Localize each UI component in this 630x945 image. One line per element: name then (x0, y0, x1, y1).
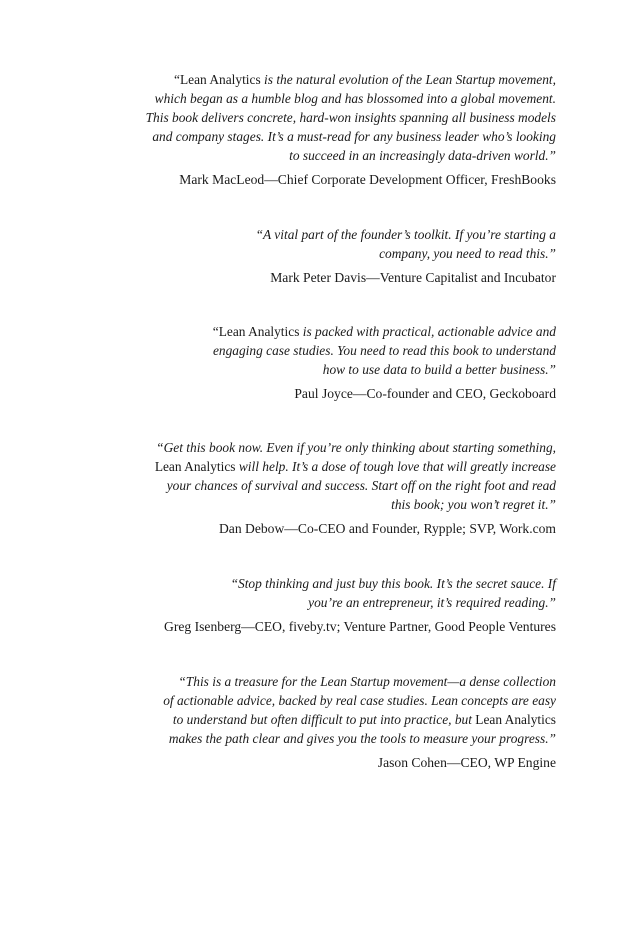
quote-line (155, 457, 556, 476)
blurb-debow (155, 438, 556, 538)
quote-text: this book; you won’t regret it.” (391, 497, 556, 512)
quote-line (163, 729, 556, 748)
blurb-attribution: Jason Cohen—CEO, WP Engine (377, 755, 556, 770)
quote-text: company, you need to read this.” (379, 246, 556, 261)
blurb-davis (256, 225, 556, 287)
quote-line (155, 476, 556, 495)
book-title-text: “Lean Analytics (212, 324, 300, 339)
quote-text: of actionable advice, backed by real case studies. Lean concepts are easy (163, 693, 556, 708)
blurb-quote (155, 438, 556, 514)
quote-text: you’re an entrepreneur, it’s required reading.” (308, 595, 556, 610)
blurb-quote (256, 225, 556, 263)
blurb-macleod (146, 70, 556, 189)
quote-text: to understand but often difficult to put into practice, but (172, 712, 472, 727)
blurb-attribution: Mark MacLeod—Chief Corporate Development Officer, FreshBooks (179, 172, 556, 187)
quote-line (164, 593, 556, 612)
quote-text: “Get this book now. Even if you’re only thinking about starting something, (156, 440, 556, 455)
quote-text: This book delivers concrete, hard-won insights spanning all business models (145, 110, 556, 125)
book-title-text: “Lean Analytics (174, 72, 261, 87)
blurb-quote (163, 672, 556, 748)
quote-text: which began as a humble blog and has blossomed into a global movement. (154, 91, 556, 106)
quote-line (213, 360, 556, 379)
book-title-text: Lean Analytics (471, 712, 556, 727)
quote-line (146, 146, 556, 165)
quote-line (163, 691, 556, 710)
quote-text: engaging case studies. You need to read this book to understand (212, 343, 556, 358)
quote-line (146, 108, 556, 127)
quote-line (155, 495, 556, 514)
quote-line (164, 574, 556, 593)
quote-line (256, 244, 556, 263)
blurb-quote (146, 70, 556, 165)
quote-text: makes the path clear and gives you the tools to measure your progress.” (168, 731, 556, 746)
quote-line (146, 89, 556, 108)
blurb-quote (213, 322, 556, 379)
quote-text: how to use data to build a better business.” (322, 362, 556, 377)
quote-line (163, 672, 556, 691)
quote-line (146, 70, 556, 89)
quote-line (213, 341, 556, 360)
quote-line (213, 322, 556, 341)
blurb-attribution: Paul Joyce—Co-founder and CEO, Geckoboard (294, 386, 556, 401)
book-title-text: Lean Analytics (154, 459, 236, 474)
blurb-quote (164, 574, 556, 612)
quote-line (155, 438, 556, 457)
quote-text: and company stages. It’s a must-read for any business leader who’s looking (152, 129, 556, 144)
quote-text: will help. It’s a dose of tough love that will greatly increase (235, 459, 556, 474)
quote-text: to succeed in an increasingly data-driven world.” (289, 148, 556, 163)
blurb-attribution: Mark Peter Davis—Venture Capitalist and Incubator (270, 270, 556, 285)
quote-text: your chances of survival and success. Start off on the right foot and read (166, 478, 556, 493)
blurb-cohen (163, 672, 556, 772)
quote-line (163, 710, 556, 729)
quote-text: “This is a treasure for the Lean Startup movement—a dense collection (178, 674, 556, 689)
quote-text: “A vital part of the founder’s toolkit. If you’re starting a (255, 227, 556, 242)
quote-text: “Stop thinking and just buy this book. It’s the secret sauce. If (230, 576, 556, 591)
blurb-attribution: Greg Isenberg—CEO, fiveby.tv; Venture Partner, Good People Ventures (164, 619, 556, 634)
quote-line (146, 127, 556, 146)
blurb-attribution: Dan Debow—Co-CEO and Founder, Rypple; SVP, Work.com (218, 521, 556, 536)
quote-line (256, 225, 556, 244)
quote-text: is packed with practical, actionable advice and (299, 324, 556, 339)
quote-text: is the natural evolution of the Lean Startup movement, (260, 72, 556, 87)
blurb-isenberg (164, 574, 556, 636)
blurb-joyce (213, 322, 556, 403)
